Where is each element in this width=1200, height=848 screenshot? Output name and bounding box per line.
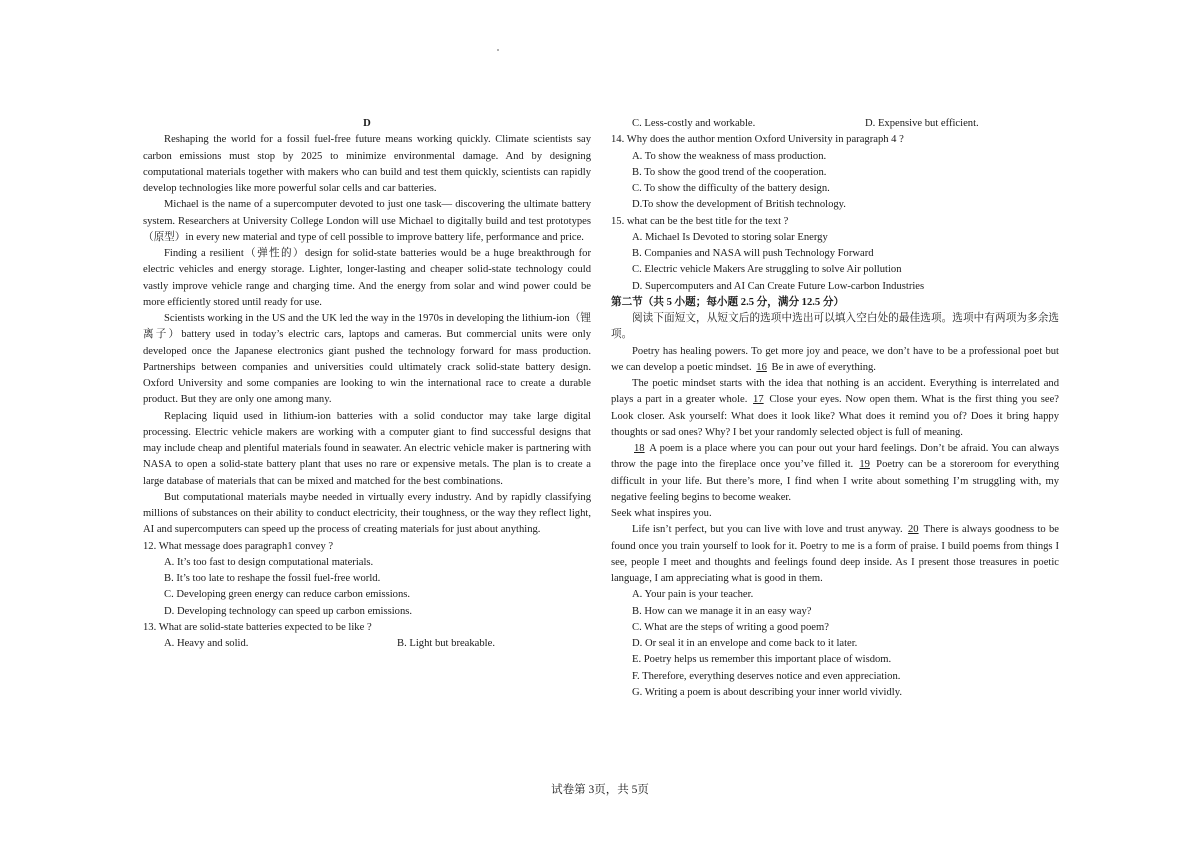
- passage-paragraph-4: Scientists working in the US and the UK led the way in the 1970s in developing the lithium-ion（锂离子）battery used in today’s electric cars, laptops and cameras. But commercial units were only developed once the Japanese electronics giant pushed the technology forward for mass production. Partnerships between companies and universities could ultimately crack solid-state battery design. Oxford University and some companies are looking to win the international race to create a durable product. But they are only one among many.: [143, 313, 591, 406]
- passage-paragraph-1: Reshaping the world for a fossil fuel-free future means working quickly. Climate scientists say carbon emissions must stop by 2025 to minimize environmental damage. And by designing computational materials together with makers who can build and test them quickly, scientists can rapidly develop technologies like more powerful solar cells and car batteries.: [143, 134, 591, 194]
- question-14-option-a[interactable]: A. To show the weakness of mass production.: [632, 150, 827, 162]
- blank-16[interactable]: 16: [756, 361, 767, 373]
- section-2-option-d[interactable]: D. Or seal it in an envelope and come back to it later.: [632, 638, 858, 649]
- question-13-option-b[interactable]: B. Light but breakable.: [397, 638, 495, 649]
- section-2-option-a[interactable]: A. Your pain is your teacher.: [632, 589, 754, 601]
- question-13-option-c[interactable]: C. Less-costly and workable.: [632, 118, 756, 129]
- poetry-paragraph-3-text-c: Poetry can be a storeroom for everything difficult in your life. But there’s more, I find when I write about something I’m struggling with, my negative feeling begins to become weaker.: [611, 459, 1060, 503]
- page-footer: 试卷第 3页，共 5页: [551, 784, 649, 796]
- section-2-title: 第二节（共 5 小题；每小题 2.5 分，满分 12.5 分）: [611, 296, 845, 308]
- question-13-options-row-2: [611, 116, 1059, 132]
- question-13-stem: 13. What are solid-state batteries expected to be like ?: [143, 621, 372, 633]
- question-13-option-d[interactable]: D. Expensive but efficient.: [865, 118, 979, 129]
- section-2-option-b[interactable]: B. How can we manage it in an easy way?: [632, 605, 812, 617]
- question-12-stem: 12. What message does paragraph1 convey ?: [143, 540, 334, 552]
- question-13-options-row-1: [143, 636, 591, 652]
- question-12-option-c[interactable]: C. Developing green energy can reduce carbon emissions.: [164, 589, 411, 601]
- blank-17[interactable]: 17: [753, 394, 764, 406]
- left-column: [143, 116, 591, 652]
- poetry-paragraph-4: Seek what inspires you.: [611, 508, 712, 519]
- poetry-paragraph-3-text-b: A poem is a place where you can pour out your hard feelings. Don’t be afraid. You can always throw the page into the fireplace once you’ve filled it.: [611, 443, 1059, 471]
- section-2-option-f[interactable]: F. Therefore, everything deserves notice and even appreciation.: [632, 670, 901, 682]
- question-15-option-a[interactable]: A. Michael Is Devoted to storing solar Energy: [632, 231, 828, 243]
- section-2-option-e[interactable]: E. Poetry helps us remember this important place of wisdom.: [632, 654, 892, 666]
- passage-paragraph-6: But computational materials maybe needed in virtually every industry. And by rapidly classifying millions of substances on their ability to conduct electricity, their toughness, or the way they reflect light, AI and supercomputers can speed up the process of creating materials for just about anything.: [143, 491, 591, 536]
- blank-20[interactable]: 20: [907, 524, 919, 536]
- poetry-paragraph-1-text-b: Be in awe of everything.: [771, 361, 876, 373]
- question-15-option-c[interactable]: C. Electric vehicle Makers Are struggling to solve Air pollution: [632, 264, 902, 276]
- question-12-option-d[interactable]: D. Developing technology can speed up carbon emissions.: [164, 605, 413, 617]
- section-2-option-c[interactable]: C. What are the steps of writing a good poem?: [632, 621, 829, 633]
- poetry-paragraph-1-text-a: Poetry has healing powers. To get more joy and peace, we don’t have to be a professional poet but we can develop a poetic mindset.: [611, 345, 1059, 373]
- poetry-paragraph-5-text-b: There is always goodness to be found once you train yourself to look for it. Poetry to me is a form of praise. I build poems from things I see, people I meet and thoughts and feelings found deep inside. As I present those treasures in poetic language, I am appreciating what is good in them.: [611, 524, 1059, 584]
- poetry-paragraph-1: [611, 344, 1059, 377]
- question-14-option-b[interactable]: B. To show the good trend of the cooperation.: [632, 166, 827, 178]
- passage-paragraph-2: Michael is the name of a supercomputer devoted to just one task— discovering the ultimate battery system. Researchers at University College London will use Michael to digitally build and test prototypes（原型）in every new material and type of cell possible to improve battery life, performance and price.: [143, 199, 591, 243]
- question-15-option-d[interactable]: D. Supercomputers and AI Can Create Future Low-carbon Industries: [632, 280, 925, 292]
- section-2-option-g[interactable]: G. Writing a poem is about describing your inner world vividly.: [632, 686, 902, 698]
- question-14-stem: 14. Why does the author mention Oxford University in paragraph 4 ?: [611, 134, 904, 146]
- poetry-paragraph-2-text-b: Close your eyes. Now open them. What is the first thing you see? Look closer. Ask yourself: What does it look like? What does it remind you of? Does it bring happy thoughts or sad ones? Why? I bet your randomly selected object is full of meaning.: [611, 394, 1059, 438]
- question-12-option-b[interactable]: B. It’s too late to reshape the fossil fuel-free world.: [164, 573, 381, 584]
- section-2-instructions: 阅读下面短文，从短文后的选项中选出可以填入空白处的最佳选项。选项中有两项为多余选项。: [611, 313, 1059, 341]
- passage-paragraph-3: Finding a resilient（弹性的）design for solid-state batteries would be a huge breakthrough for electric vehicles and energy storage. Lighter, longer-lasting and cheaper solid-state technology could vastly improve vehicle range and charging time. And the energy from solar and wind power could be more efficiently stored until ready for use.: [143, 248, 591, 308]
- poetry-paragraph-5: [611, 522, 1059, 587]
- poetry-paragraph-2-text-a: The poetic mindset starts with the idea that nothing is an accident. Everything is interrelated and plays a part in a greater whole.: [611, 378, 1059, 406]
- right-column: [611, 116, 1059, 701]
- passage-paragraph-5: Replacing liquid used in lithium-ion batteries with a solid conductor may take large digital processing. Electric vehicle makers are working with a computer giant to find successful designs that may include cheap and plentiful materials found in seawater. An electric vehicle maker is partnering with NASA to open a solid-state battery plant that uses no rare or expensive metals. The plan is to create a large database of materials that can be mixed and matched for the best combinations.: [143, 410, 591, 487]
- poetry-paragraph-3: [611, 441, 1059, 506]
- scan-dot: [497, 49, 499, 51]
- question-13-option-a[interactable]: A. Heavy and solid.: [164, 638, 249, 649]
- blank-18[interactable]: 18: [634, 443, 645, 454]
- blank-19[interactable]: 19: [859, 459, 870, 471]
- passage-heading: D: [363, 118, 371, 129]
- poetry-paragraph-2: [611, 376, 1059, 441]
- question-14-option-d[interactable]: D.To show the development of British technology.: [632, 199, 846, 211]
- poetry-paragraph-5-text-a: Life isn’t perfect, but you can live with love and trust anyway.: [632, 524, 906, 536]
- question-15-stem: 15. what can be the best title for the text ?: [611, 215, 789, 227]
- question-12-option-a[interactable]: A. It’s too fast to design computational materials.: [164, 556, 374, 568]
- question-14-option-c[interactable]: C. To show the difficulty of the battery design.: [632, 183, 830, 194]
- question-15-option-b[interactable]: B. Companies and NASA will push Technology Forward: [632, 248, 874, 259]
